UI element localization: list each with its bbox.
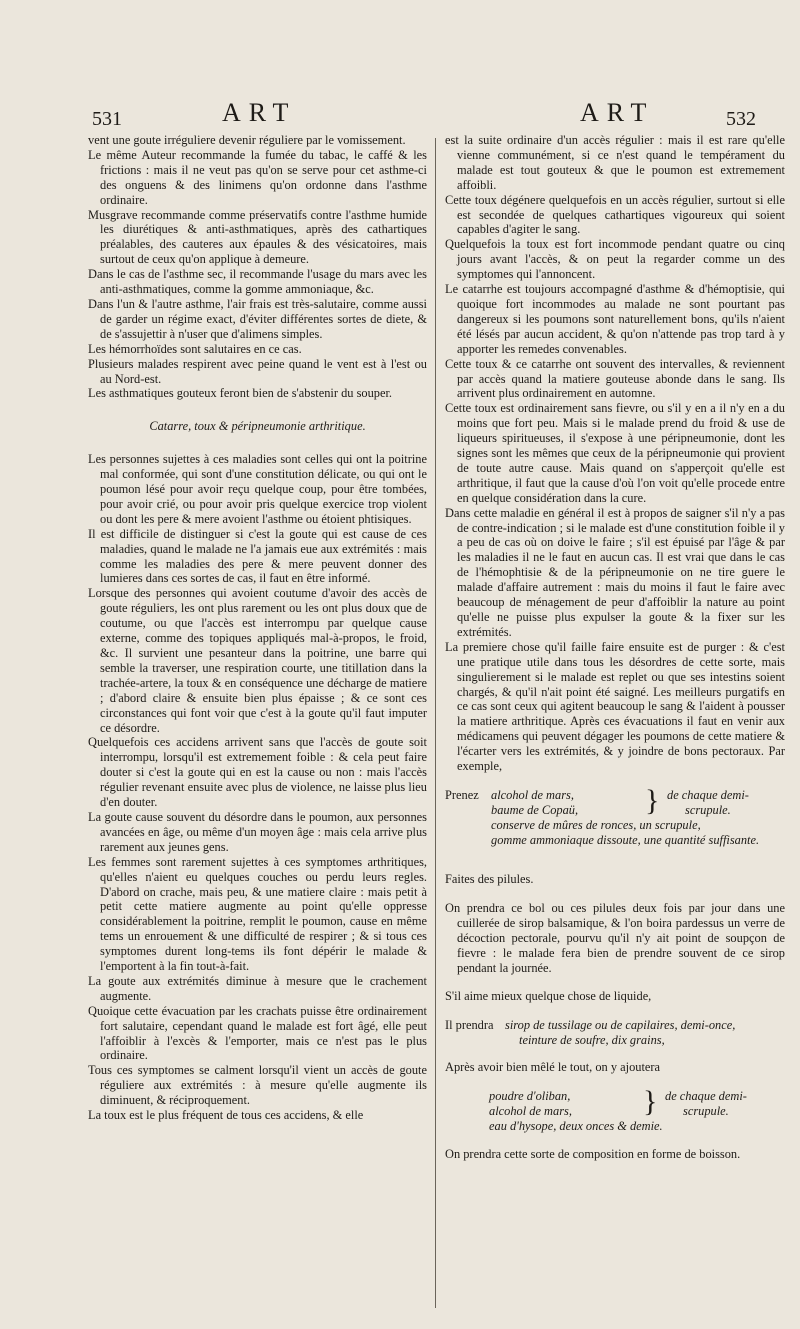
paragraph: vent une goute irréguliere devenir réguliere par le vomissement. (88, 133, 406, 147)
brace-glyph: } (643, 1085, 658, 1119)
paragraph: La toux est le plus fréquent de tous ces accidens, & elle (88, 1108, 364, 1123)
recipe-ingredient: alcohol de mars, (489, 1104, 572, 1119)
paragraph: Dans l'un & l'autre asthme, l'air frais est très-salutaire, comme aussi de garder un régime exact, d'éviter différentes sortes de diete, & de s'assujettir à n'user que d'alimens simples. (88, 296, 427, 341)
column-divider (435, 138, 436, 1308)
recipe-dose: scrupule. (685, 802, 731, 817)
left-page-number: 531 (92, 108, 122, 130)
paragraph: Quelquefois la toux est fort incommode pendant quatre ou cinq jours avant l'accès, & on peut la regarder comme un des symptomes qui l'annoncent. (445, 237, 785, 282)
recipe-dose: de chaque demi- (665, 1089, 747, 1104)
paragraph: La premiere chose qu'il faille faire ensuite est de purger : & c'est une pratique utile dans tous les désordres de cette sorte, mais singulierement si le malade est replet ou que ses intestins soient chargés, & qu'il n'ait point été saigné. Les meilleurs purgatifs en ce cas sont ceux qui agitent beaucoup le sang & l'aident à pousser la matiere arthritique. Après ces évacuations il faut en venir aux médicamens qui peuvent dégager les poumons de cette matiere & l'écarter vers les extrémités, & y joindre de bons pectoraux. Par exemple, (445, 639, 785, 774)
recipe-ingredient: teinture de soufre, dix grains, (519, 1033, 665, 1048)
instruction: Faites des pilules. (445, 871, 534, 886)
paragraph: Dans cette maladie en général il est à propos de saigner s'il n'y a pas de contre-indication ; si le malade est d'une constitution foible il y a peu de cas où on doive le faire ; s'il est épuisé par l'âge & par les maladies il ne le faut en aucun cas. Il est vrai que dans le cas de l'hémophtisie & de la péripneumonie on ne tire guere le malade d'affaire autrement : mais du moins il faut le faire avec beaucoup de ménagement de peur d'affoiblir la nature au point qu'elle ne puisse plus expulser la goute & la fixer sur les extrémités. (445, 505, 785, 639)
paragraph: S'il aime mieux quelque chose de liquide, (445, 989, 652, 1004)
recipe-ingredient: conserve de mûres de ronces, un scrupule, (491, 817, 701, 832)
brace-glyph: } (645, 783, 660, 817)
paragraph: Les personnes sujettes à ces maladies sont celles qui ont la poitrine mal conformée, qui sont d'une constitution délicate, ou qui ont le poumon lésé pour avoir reçu quelque coup, pour être tombées, pour avoir crié, ou pour avoir pris quelque exercice trop violent ou dont les pere & mere avoient l'asthme ou étoient phtisiques. (88, 452, 427, 526)
paragraph: Tous ces symptomes se calment lorsqu'il vient un accès de goute réguliere aux extrémités : à mesure qu'elle augmente ils diminuent, & réciproquement. (88, 1063, 427, 1108)
paragraph: Cette toux & ce catarrhe ont souvent des intervalles, & reviennent par accès quand la matiere gouteuse abonde dans le sang. Ils arrivent plus ordinairement en automne. (445, 356, 785, 401)
paragraph: Quoique cette évacuation par les crachats puisse être ordinairement fort salutaire, cependant quand le malade est fort âgé, elle peut l'affoiblir à l'excès & l'emporter, mais ce n'est pas le plus ordinaire. (88, 1003, 427, 1063)
right-headword: ART (580, 98, 655, 127)
paragraph: Cette toux dégénere quelquefois en un accès régulier, surtout si elle est secondée de quelques cathartiques vigoureux qui soient capables d'agiter le sang. (445, 192, 785, 237)
paragraph: La goute cause souvent du désordre dans le poumon, aux personnes avancées en âge, ou même d'un moyen âge : mais cela arrive plus rarement aux jeunes gens. (88, 809, 427, 854)
paragraph: est la suite ordinaire d'un accès régulier : mais il est rare qu'elle vienne communément, si ce n'est quand le tempérament du malade est tout gouteux & que le poumon est extremement affoibli. (445, 133, 785, 192)
paragraph: On prendra cette sorte de composition en forme de boisson. (445, 1147, 741, 1162)
paragraph: Le même Auteur recommande la fumée du tabac, le caffé & les frictions : mais il ne veut pas qu'on se serve pour cet asthme-ci des onguens & des linimens qu'on ordonne dans l'asthme ordinaire. (88, 147, 427, 207)
recipe-ingredient: sirop de tussilage ou de capilaires, demi-once, (505, 1018, 736, 1033)
paragraph: La goute aux extrémités diminue à mesure que le crachement augmente. (88, 973, 427, 1003)
recipe-ingredient: eau d'hysope, deux onces & demie. (489, 1119, 663, 1134)
recipe-lead: Il prendra (445, 1018, 494, 1033)
paragraph: Quelquefois ces accidens arrivent sans que l'accès de goute soit interrompu, lorsqu'il est extremement foible : & cela peut faire douter si c'est la goute qui en est la cause ou non : mais l'accès régulier revenant ensuite avec plus de violence, ne laisse plus lieu d'en douter. (88, 735, 427, 810)
recipe-ingredient: poudre d'oliban, (489, 1089, 571, 1104)
paragraph: Les asthmatiques gouteux feront bien de s'abstenir du souper. (88, 386, 393, 401)
recipe-dose: de chaque demi- (667, 787, 749, 802)
paragraph: Le catarrhe est toujours accompagné d'asthme & d'hémoptisie, qui quoique fort incommodes au malade ne sont pourtant pas dangereux si les poumons sont naturellement bons, qu'ils n'aient été lésés par aucun accident, & qu'on n'attende pas trop tard à y apporter les remedes convenables. (445, 282, 785, 356)
left-column (88, 133, 427, 1313)
right-page-number: 532 (726, 108, 756, 130)
recipe-dose: scrupule. (683, 1104, 729, 1119)
running-header (0, 98, 800, 132)
paragraph: Après avoir bien mêlé le tout, on y ajoutera (445, 1060, 661, 1075)
recipe-prendra (445, 1018, 785, 1050)
paragraph: Les hémorrhoïdes sont salutaires en ce cas. (88, 341, 302, 356)
paragraph: On prendra ce bol ou ces pilules deux fois par jour dans une cuillerée de sirop balsamique, & l'on boira pardessus un verre de décoction pectorale, pourvu qu'il n'y ait point de soupçon de fievre : le malade fera bien de prendre souvent de ce sirop pendant la journée. (445, 900, 785, 975)
paragraph: Lorsque des personnes qui avoient coutume d'avoir des accès de goute réguliers, les ont plus rarement ou les ont plus doux que de coutume, ou que l'accès est interrompu par quelque cause externe, comme des topiques appliqués mal-à-propos, le froid, &c. Il survient une pesanteur dans la poitrine, une barre qui semble la traverser, une respiration courte, une titillation dans la trachée-artere, la toux & en conséquence une décharge de matiere ; d'abord claire & ensuite bien plus épaisse ; & ce sont ces circonstances qui font voir que c'est à la goute qu'il faut imputer ce désordre. (88, 586, 427, 735)
paragraph: Plusieurs malades respirent avec peine quand le vent est à l'est ou au Nord-est. (88, 356, 427, 386)
left-headword: ART (222, 98, 297, 127)
right-column (445, 133, 785, 1313)
paragraph: Musgrave recommande comme préservatifs contre l'asthme humide les diurétiques & anti-asthmatiques, après des cathartiques préalables, des cauteres aux épaules & des vésicatoires, mais surtout de ceux qu'on applique à demeure. (88, 207, 427, 267)
paragraph: Les femmes sont rarement sujettes à ces symptomes arthritiques, qu'elles n'aient eu quelques couches ou perdu leurs regles. D'abord on crache, mais peu, & une matiere claire : mais petit à petit cette matiere augmente au point qu'elle oppresse considérablement la poitrine, remplit le poumon, cause en même tems un enrouement & une difficulté de respirer ; & si tous ces symptomes durent long-tems ils font dépérir le malade & l'emportent à la fin tout-à-fait. (88, 854, 427, 974)
recipe-1 (445, 783, 785, 862)
recipe-ingredient: baume de Copaü, (491, 802, 579, 817)
recipe-ingredient: gomme ammoniaque dissoute, une quantité suffisante. (491, 832, 760, 847)
paragraph: Cette toux est ordinairement sans fievre, ou s'il y en a il n'y en a du moins que fort peu. Mais si le malade prend du froid & use de liqueurs spiritueuses, il s'expose à une péripneumonie, dont les signes sont les mêmes que ceux de la péripneumonie qui provient de toute autre cause. Mais quand on s'apperçoit qu'elle est arthritique, il faut que la cause d'où l'on voit qu'elle procede entre en quelque considération dans la cure. (445, 401, 785, 505)
paragraph: Il est difficile de distinguer si c'est la goute qui est cause de ces maladies, quand le malade ne l'a jamais eue aux extrémités : mais comme les maladies des pere & mere peuvent donner des lumieres dans ces sortes de cas, il faut en être informé. (88, 526, 427, 586)
paragraph: Dans le cas de l'asthme sec, il recommande l'usage du mars avec les anti-asthmatiques, comme la gomme ammoniaque, &c. (88, 267, 427, 297)
recipe-ingredient: alcohol de mars, (491, 787, 574, 802)
recipe-lead: Prenez (445, 787, 479, 802)
section-title: Catarre, toux & péripneumonie arthritique. (149, 419, 366, 434)
recipe-2 (445, 1085, 785, 1137)
